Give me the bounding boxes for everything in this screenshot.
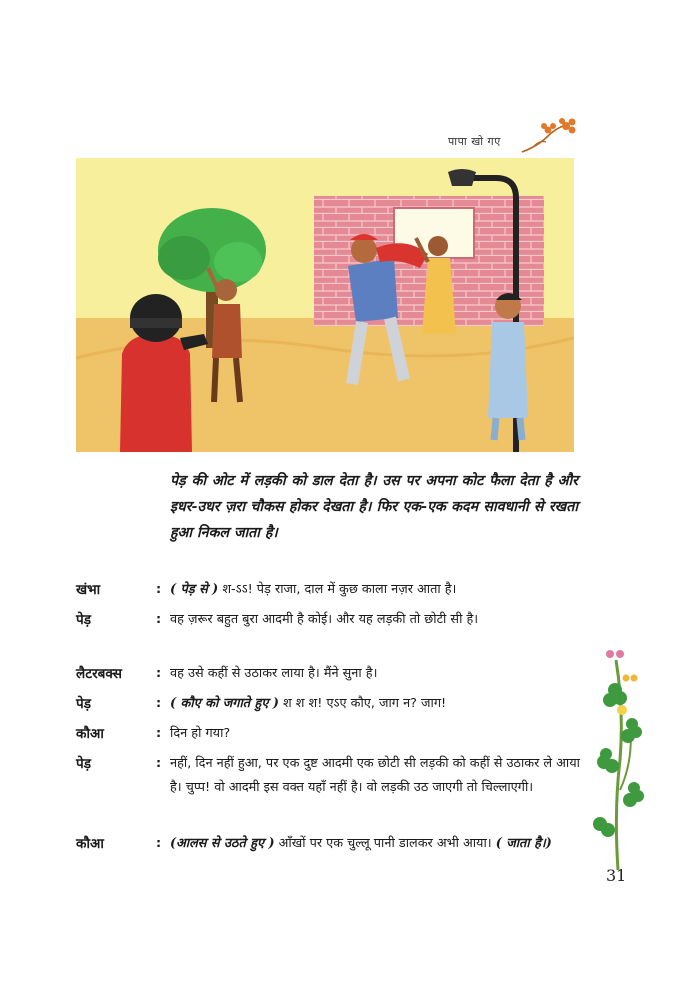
colon-separator: :	[156, 726, 162, 741]
speaker-name: कौआ	[76, 836, 104, 852]
speaker-name: लैटरबक्स	[76, 666, 122, 682]
colon-separator: :	[156, 612, 162, 627]
colon-separator: :	[156, 696, 162, 711]
dialogue-text	[170, 608, 580, 632]
spoken-text: वह उसे कहीं से उठाकर लाया है। मैंने सुना है।	[170, 666, 378, 681]
dialogue-text	[170, 752, 580, 800]
stage-direction: ( पेड़ से )	[170, 582, 219, 597]
dialogue-text	[170, 692, 580, 716]
speaker-name: पेड़	[76, 756, 91, 772]
flower-ornament-icon	[518, 116, 578, 156]
colon-separator: :	[156, 666, 162, 681]
dialogue-text	[170, 578, 580, 602]
page-number: 31	[606, 866, 627, 885]
colon-separator: :	[156, 756, 162, 771]
stage-direction: ( कौए को जगाते हुए )	[170, 696, 279, 711]
colon-separator: :	[156, 582, 162, 597]
plant-butterfly-ornament-icon	[590, 640, 644, 870]
speaker-name: पेड़	[76, 696, 91, 712]
stage-direction: ( जाता है।)	[495, 836, 552, 851]
spoken-text: श श श! एऽए कौए, जाग न? जाग!	[278, 696, 447, 711]
spoken-text: श-ऽऽ! पेड़ राजा, दाल में कुछ काला नज़र आता है।	[218, 582, 457, 597]
spoken-text: वह ज़रूर बहुत बुरा आदमी है कोई। और यह लड़की तो छोटी सी है।	[170, 612, 479, 627]
story-illustration	[76, 158, 574, 452]
spoken-text: नहीं, दिन नहीं हुआ, पर एक दुष्ट आदमी एक छोटी सी लड़की को कहीं से उठाकर ले आया है। चुप्प! वो आदमी इस वक्त यहाँ नहीं है। वो लड़की उठ जाएगी तो चिल्लाएगी।	[170, 756, 580, 795]
speaker-name: पेड़	[76, 612, 91, 628]
stage-direction: (आलस से उठते हुए )	[170, 836, 275, 851]
spoken-text: दिन हो गया?	[170, 726, 231, 741]
speaker-name: खंभा	[76, 582, 101, 598]
dialogue-text	[170, 662, 580, 686]
speaker-name: कौआ	[76, 726, 104, 742]
dialogue-text	[170, 722, 580, 746]
running-header-title: पापा खो गए	[448, 135, 501, 148]
spoken-text: आँखों पर एक चुल्लू पानी डालकर अभी आया।	[274, 836, 496, 851]
stage-direction-intro: पेड़ की ओट में लड़की को डाल देता है। उस पर अपना कोट फैला देता है और इधर-उधर ज़रा चौकस होकर देखता है। फिर एक-एक कदम सावधानी से रखता हुआ निकल जाता है।	[170, 473, 578, 541]
dialogue-text	[170, 832, 580, 856]
colon-separator: :	[156, 836, 162, 851]
